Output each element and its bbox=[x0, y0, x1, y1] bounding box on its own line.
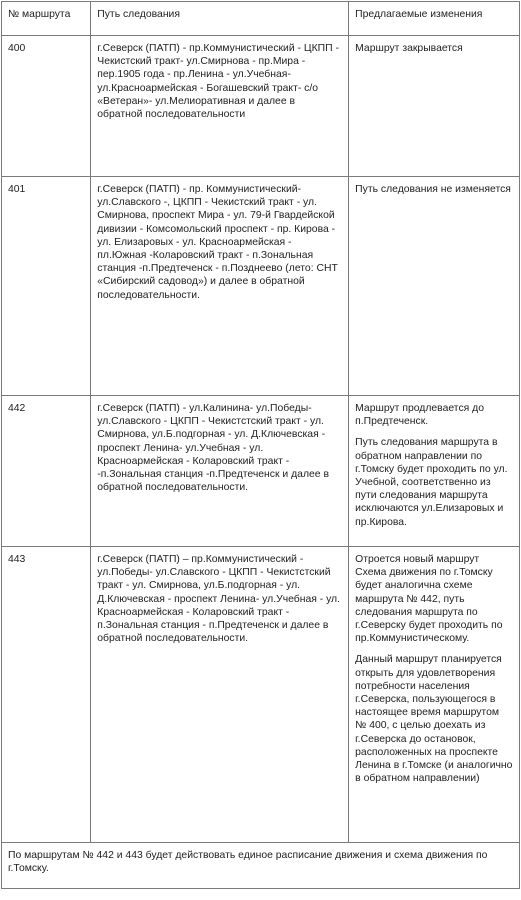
change-paragraph: Отроется новый маршрут Схема движения по г.Томску будет аналогична схеме маршрута № 442, путь следования маршрута по г.Северску будет проходить по пр.Коммунистическому. bbox=[355, 554, 503, 645]
header-proposed-changes: Предлагаемые изменения bbox=[349, 2, 520, 36]
change-paragraph: Маршрут закрывается bbox=[355, 43, 463, 54]
proposed-changes-cell bbox=[349, 396, 520, 547]
proposed-changes-cell bbox=[349, 177, 520, 396]
change-paragraph: Путь следования не изменяется bbox=[355, 184, 511, 195]
footer-note: По маршрутам № 442 и 443 будет действовать единое расписание движения и схема движения по г.Томску. bbox=[2, 843, 520, 889]
header-route-number: № маршрута bbox=[2, 2, 91, 36]
route-number-cell: 443 bbox=[2, 547, 91, 843]
proposed-changes-cell bbox=[349, 36, 520, 177]
header-row bbox=[2, 2, 520, 36]
change-paragraph: Данный маршрут планируется открыть для удовлетворения потребности населения г.Северска, пользующегося в настоящее время маршрутом № 400, с целью доехать из г.Северска до остановок, расположенных на проспекте Ленина в г.Томске (и аналогично в обратном направлении) bbox=[355, 654, 513, 785]
route-path-cell: г.Северск (ПАТП) - ул.Калинина- ул.Победы- ул.Славского - ЦКПП - Чекистстский тракт - ул. Смирнова, ул.Б.подгорная - ул. Д.Ключевская - проспект Ленина- ул.Учебная - ул. Красноармейская - Коларовский тракт - -п.Зональная станция -п.Предтеченск и далее в обратной последовательности. bbox=[91, 396, 349, 547]
route-path-cell: г.Северск (ПАТП) – пр.Коммунистический - ул.Победы- ул.Славского - ЦКПП - Чекистстский тракт - ул. Смирнова, ул.Б.подгорная - ул. Д.Ключевская - проспект Ленина- ул.Учебная - ул. Красноармейская - Коларовский тракт - п.Зональная станция - п.Предтеченск и далее в обратной последовательности. bbox=[91, 547, 349, 843]
footer-row bbox=[2, 843, 520, 889]
routes-table bbox=[1, 1, 520, 889]
proposed-changes-cell bbox=[349, 547, 520, 843]
header-route-path: Путь следования bbox=[91, 2, 349, 36]
route-number-cell: 401 bbox=[2, 177, 91, 396]
change-paragraph: Путь следования маршрута в обратном направлении по г.Томску будет проходить по ул. Учебной, соответственно из пути следования маршрута исключаются ул.Елизаровых и пр.Кирова. bbox=[355, 437, 508, 528]
table-row bbox=[2, 36, 520, 177]
table-row bbox=[2, 177, 520, 396]
table-row bbox=[2, 547, 520, 843]
change-paragraph: Маршрут продлевается до п.Предтеченск. bbox=[355, 403, 484, 428]
route-number-cell: 442 bbox=[2, 396, 91, 547]
route-path-cell: г.Северск (ПАТП) - пр.Коммунистический - ЦКПП - Чекистский тракт- ул.Смирнова - пр.Мира - пер.1905 года - пр.Ленина - ул.Учебная- ул.Красноармейская - Богашевский тракт- с/о «Ветеран»- ул.Мелиоративная и далее в обратной последовательности bbox=[91, 36, 349, 177]
table-row bbox=[2, 396, 520, 547]
route-number-cell: 400 bbox=[2, 36, 91, 177]
route-path-cell: г.Северск (ПАТП) - пр. Коммунистический- ул.Славского -, ЦКПП - Чекистский тракт - ул. Смирнова, проспект Мира - ул. 79-й Гвардейской дивизии - Комсомольский проспект - пр. Кирова - ул. Елизаровых - ул. Красноармейская - пл.Южная -Коларовский тракт - п.Зональная станция -п.Предтеченск - п.Позднеево (лето: СНТ «Сибирский садовод») и далее в обратной последовательности. bbox=[91, 177, 349, 396]
